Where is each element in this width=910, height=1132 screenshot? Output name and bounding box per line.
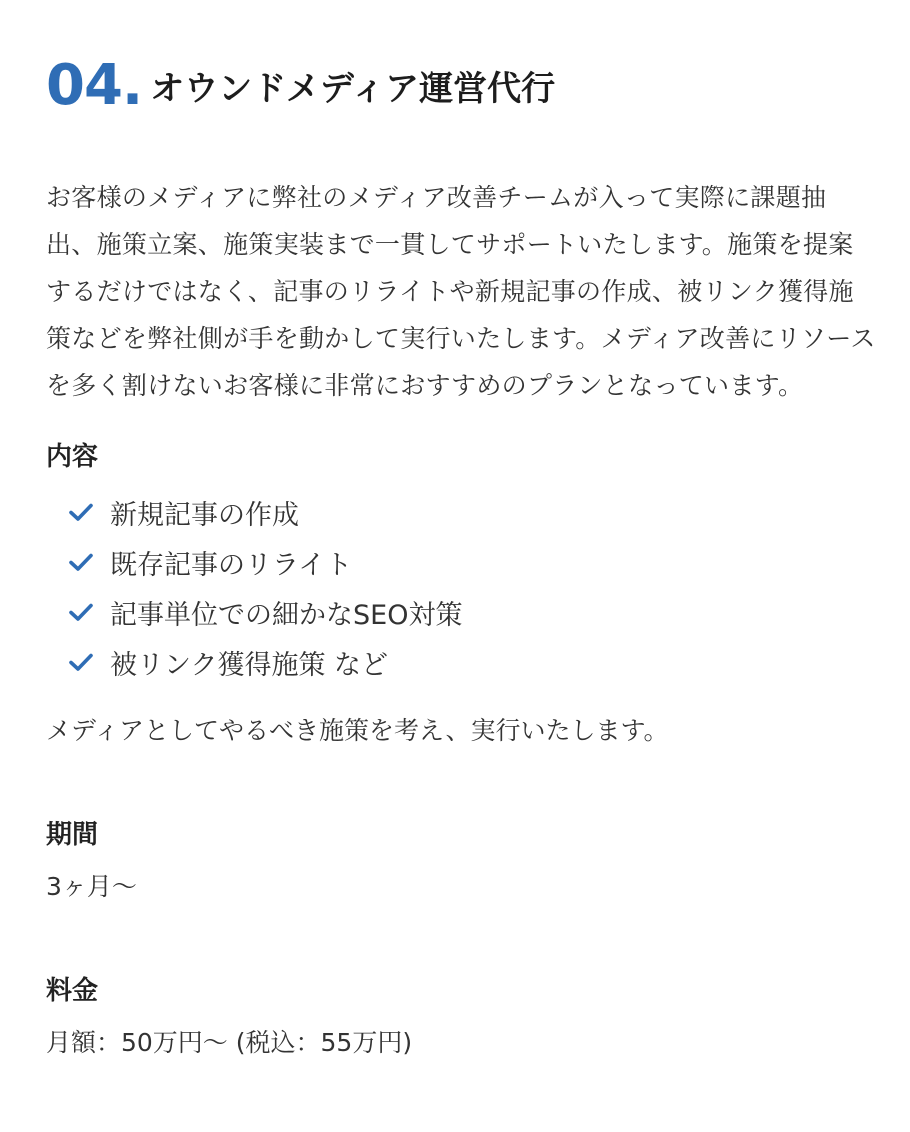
- list-item: [66, 587, 874, 637]
- contents-label: 内容: [46, 442, 99, 472]
- list-item: [66, 537, 874, 587]
- service-title: オウンドメディア運営代行: [150, 69, 556, 109]
- service-description: お客様のメディアに弊社のメディア改善チームが入って実際に課題抽出、施策立案、施策実装まで一貫してサポートいたします。施策を提案するだけではなく、記事のリライトや新規記事の作成、被リンク獲得施策などを弊社側が手を動かして実行いたします。メディア改善にリソースを多く割けないお客様に非常におすすめのプランとなっています。: [46, 183, 876, 400]
- price-value: 月額：50万円〜 (税込：55万円): [46, 1028, 413, 1057]
- service-heading: [46, 53, 874, 118]
- list-item: [66, 637, 874, 687]
- check-icon: [66, 647, 96, 677]
- period-block: [46, 815, 874, 907]
- check-icon: [66, 547, 96, 577]
- list-item-label: 被リンク獲得施策 など: [110, 649, 389, 681]
- check-icon: [66, 497, 96, 527]
- list-item-label: 新規記事の作成: [110, 499, 299, 531]
- list-item-label: 記事単位での細かなSEO対策: [110, 599, 463, 631]
- price-label: 料金: [46, 976, 99, 1006]
- service-number: 04.: [46, 53, 143, 118]
- contents-list: [46, 487, 874, 687]
- list-item-label: 既存記事のリライト: [110, 549, 353, 581]
- period-value: 3ヶ月〜: [46, 872, 137, 901]
- list-item: [66, 487, 874, 537]
- check-icon: [66, 597, 96, 627]
- period-label: 期間: [46, 820, 99, 850]
- closing-text: メディアとしてやるべき施策を考え、実行いたします。: [46, 716, 669, 745]
- price-block: [46, 971, 874, 1063]
